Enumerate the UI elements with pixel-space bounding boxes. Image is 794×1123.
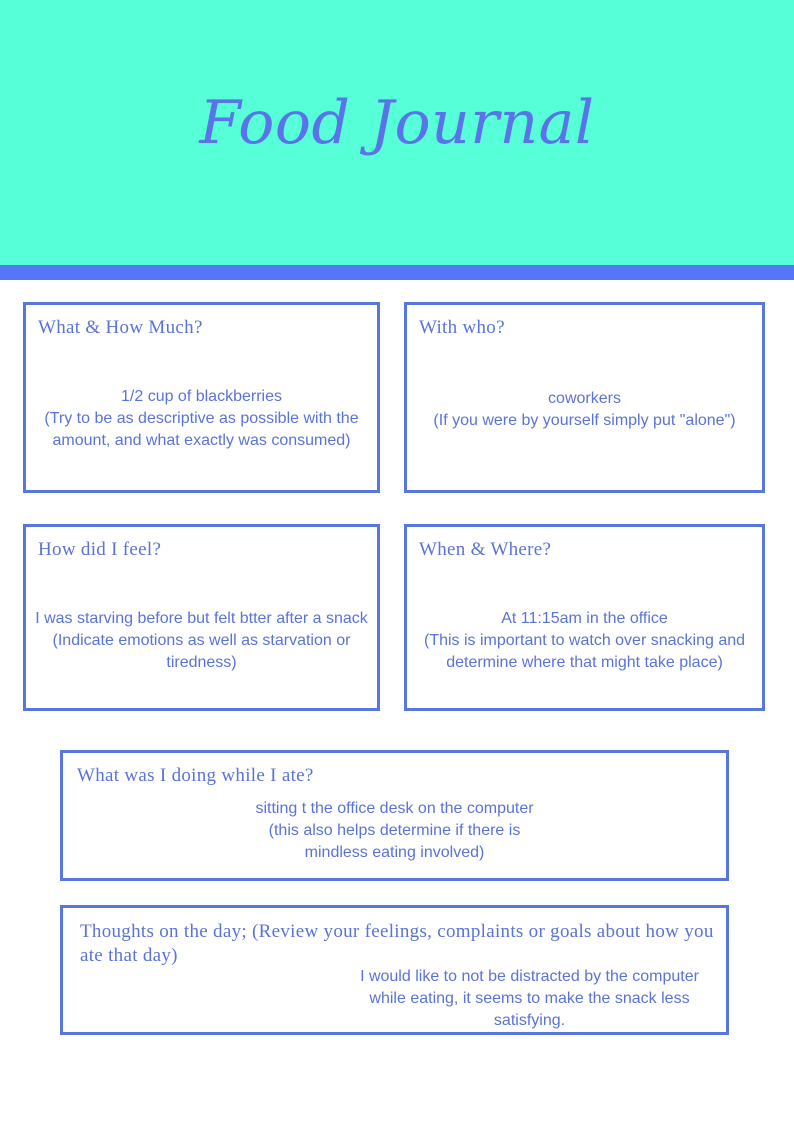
text-line: (this also helps determine if there is [268,822,521,839]
how-did-i-feel-text[interactable] [30,608,373,674]
text-line: coworkers [548,390,621,407]
text-line: At 11:15am in the office [501,610,668,627]
thoughts-on-the-day-text[interactable] [353,966,706,1032]
text-line: (Try to be as descriptive as possible with the [44,410,359,427]
text-line: sitting t the office desk on the computer [255,800,534,817]
text-line: amount, and what exactly was consumed) [52,432,351,449]
text-line: (If you were by yourself simply put "alone") [433,412,736,429]
text-line: mindless eating involved) [304,844,485,861]
text-line: (This is important to watch over snacking and [423,632,746,649]
text-line: determine where that might take place) [446,654,723,671]
text-line: (Indicate emotions as well as starvation or [52,632,351,649]
what-was-i-doing-text[interactable] [63,798,726,864]
text-line: I was starving before but felt btter after a snack [35,610,368,627]
when-where-box[interactable] [404,524,765,711]
what-was-i-doing-label: What was I doing while I ate? [77,765,314,786]
text-line: I would like to not be distracted by the computer [360,968,699,985]
text-line: tiredness) [166,654,237,671]
how-did-i-feel-box[interactable] [23,524,380,711]
what-how-much-label: What & How Much? [38,317,203,338]
text-line: while eating, it seems to make the snack less [369,990,690,1007]
what-how-much-text[interactable] [32,386,371,452]
what-was-i-doing-box[interactable] [60,750,729,881]
thoughts-on-the-day-box[interactable] [60,905,729,1035]
with-who-box[interactable] [404,302,765,493]
what-how-much-box[interactable] [23,302,380,493]
with-who-text[interactable] [413,388,756,432]
how-did-i-feel-label: How did I feel? [38,539,162,560]
page-title: Food Journal [199,88,595,158]
text-line: satisfying. [493,1012,566,1029]
with-who-label: With who? [419,317,505,338]
header-divider [0,265,794,280]
when-where-label: When & Where? [419,539,552,560]
text-line: 1/2 cup of blackberries [121,388,282,405]
when-where-text[interactable] [413,608,756,674]
thoughts-on-the-day-label: Thoughts on the day; (Review your feelings, complaints or goals about how you ate that day) [80,921,714,966]
